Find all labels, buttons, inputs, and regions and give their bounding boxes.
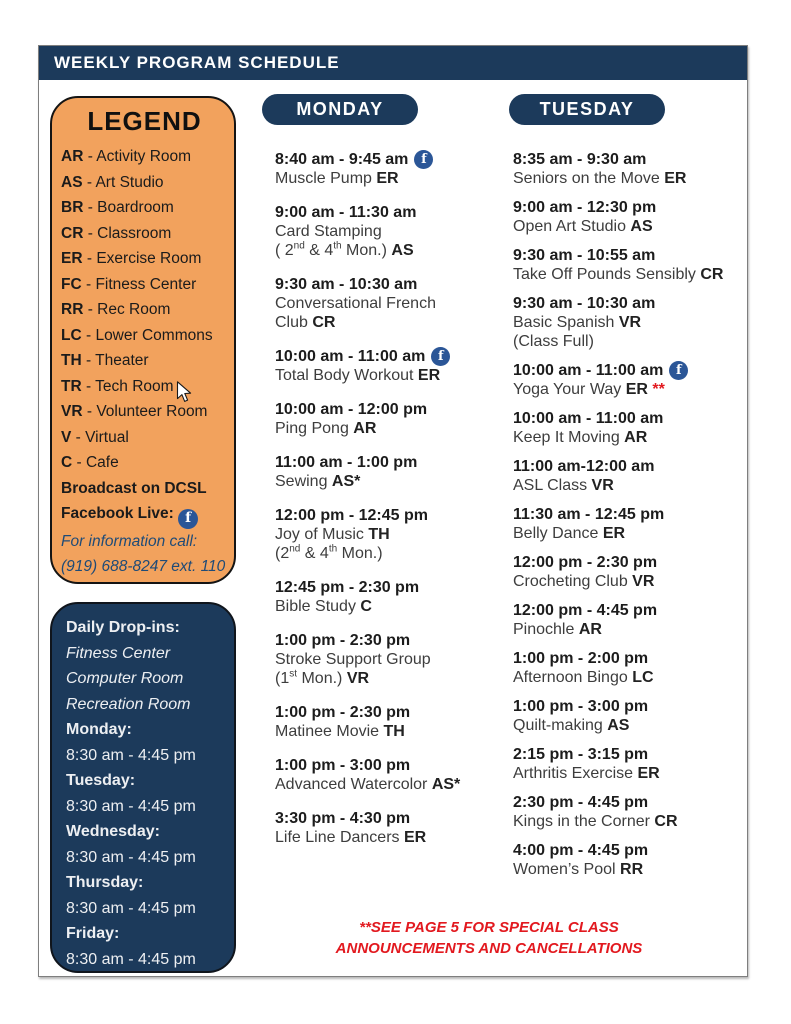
legend-item (61, 425, 228, 451)
event-time-row (275, 400, 507, 419)
monday-header-pill (262, 94, 418, 125)
schedule-event (513, 150, 753, 188)
schedule-event (275, 809, 507, 847)
event-location-code: ER (664, 170, 687, 187)
event-time: 12:00 pm - 12:45 pm (275, 506, 428, 524)
event-text: Muscle Pump (275, 170, 377, 187)
event-location-code: TH (383, 723, 405, 740)
event-text: Open Art Studio (513, 218, 631, 235)
event-name-line (275, 169, 507, 188)
event-location-code: LC (632, 669, 654, 686)
event-time-row (513, 361, 753, 380)
legend-item (61, 170, 228, 196)
legend-item (61, 195, 228, 221)
event-text: Mon.) (297, 670, 347, 687)
event-location-code: VR (618, 314, 642, 331)
legend-abbr: CR (61, 224, 84, 242)
legend-item (61, 221, 228, 247)
schedule-event (513, 841, 753, 879)
event-text: Advanced Watercolor (275, 776, 432, 793)
event-text: Card Stamping (275, 223, 382, 240)
dropin-hours: 8:30 am - 4:45 pm (66, 797, 196, 815)
dropin-day: Tuesday: (66, 772, 136, 789)
event-text: Ping Pong (275, 420, 354, 437)
legend-item (61, 246, 228, 272)
event-text: Afternoon Bingo (513, 669, 633, 686)
legend-info-line1: For information call: (61, 532, 198, 550)
event-name-line (275, 775, 507, 794)
schedule-event (275, 400, 507, 438)
event-text: & 4 (304, 242, 334, 259)
legend-item (61, 374, 228, 400)
legend-item (61, 399, 228, 425)
event-time-row (513, 745, 753, 764)
event-name-line (513, 332, 753, 351)
event-text: ASL Class (513, 477, 592, 494)
event-location-code: ER (376, 170, 399, 187)
legend-item (61, 272, 228, 298)
schedule-event (513, 361, 753, 399)
event-name-line (513, 860, 753, 879)
event-time: 9:30 am - 10:55 am (513, 246, 656, 264)
event-text: Mon.) (341, 242, 392, 259)
legend-room-name: - Rec Room (83, 301, 171, 318)
event-location-code: ER (637, 765, 660, 782)
event-location-code: CR (312, 314, 336, 331)
event-location-code: ER (625, 381, 648, 398)
event-time: 8:35 am - 9:30 am (513, 150, 647, 168)
legend-abbr: ER (61, 250, 83, 267)
event-time: 12:00 pm - 2:30 pm (513, 553, 658, 571)
event-time: 12:45 pm - 2:30 pm (275, 578, 420, 596)
event-location-code: AR (353, 420, 377, 437)
legend-room-name: - Boardroom (83, 199, 174, 216)
schedule-event (513, 745, 753, 783)
legend-abbr: VR (61, 403, 83, 420)
schedule-event (275, 203, 507, 260)
event-text: th (328, 543, 338, 555)
legend-room-name: - Volunteer Room (82, 403, 208, 420)
legend-room-name: - Art Studio (82, 173, 164, 191)
event-text: Quilt-making (513, 717, 608, 734)
event-name-line (513, 217, 753, 236)
schedule-event (275, 756, 507, 794)
legend-room-name: - Exercise Room (82, 250, 202, 267)
dropin-hours: 8:30 am - 4:45 pm (66, 950, 196, 968)
event-time: 1:00 pm - 2:30 pm (275, 703, 411, 721)
dropins-title: Daily Drop-ins: (66, 619, 180, 636)
event-time-row (275, 506, 507, 525)
event-location-code: ER (602, 525, 626, 542)
event-time-row (513, 409, 753, 428)
dropin-day: Thursday: (66, 874, 144, 891)
event-name-line (513, 620, 753, 639)
event-name-line (275, 241, 507, 260)
event-location-code: AS (391, 242, 414, 259)
event-time-row (275, 453, 507, 472)
event-time: 2:30 pm - 4:45 pm (513, 793, 649, 811)
event-time-row (513, 553, 753, 572)
legend-abbr: FC (61, 275, 82, 293)
legend-abbr: TR (61, 377, 82, 395)
event-time-row (513, 198, 753, 217)
schedule-event (513, 793, 753, 831)
legend-list (61, 144, 228, 476)
event-time: 9:30 am - 10:30 am (513, 294, 656, 312)
event-name-line (275, 525, 507, 544)
mouse-cursor-icon (176, 381, 194, 403)
event-location-code: AS (630, 218, 653, 235)
facebook-icon: f (431, 347, 450, 366)
event-text: Belly Dance (513, 525, 603, 542)
event-time-row (513, 457, 753, 476)
schedule-event (275, 506, 507, 563)
event-location-code: CR (700, 266, 724, 283)
legend-broadcast-line: Broadcast on DCSL (61, 479, 207, 497)
event-time: 11:00 am - 1:00 pm (275, 453, 418, 471)
event-text: Seniors on the Move (513, 170, 665, 187)
event-name-line (275, 544, 507, 563)
event-name-line (513, 716, 753, 735)
event-time: 9:00 am - 12:30 pm (513, 198, 657, 216)
event-text: Yoga Your Way (513, 381, 626, 398)
tuesday-title: TUESDAY (539, 99, 635, 119)
event-time: 10:00 am - 12:00 pm (275, 400, 428, 418)
event-time-row (275, 150, 507, 169)
event-name-line (513, 764, 753, 783)
schedule-event (513, 198, 753, 236)
event-name-line (275, 419, 507, 438)
event-location-code: AS* (331, 473, 361, 490)
schedule-event (275, 453, 507, 491)
event-text: Total Body Workout (275, 367, 418, 384)
schedule-event (513, 553, 753, 591)
event-time: 10:00 am - 11:00 am (513, 409, 664, 427)
event-name-line (513, 668, 753, 687)
event-text: Bible Study (275, 598, 361, 615)
schedule-event (513, 246, 753, 284)
event-time: 1:00 pm - 2:00 pm (513, 649, 649, 667)
dropins-rooms (66, 641, 230, 718)
legend-room-name: - Classroom (83, 224, 172, 242)
event-location-code: CR (654, 813, 678, 830)
legend-abbr: BR (61, 199, 84, 216)
event-name-line (513, 428, 753, 447)
event-time: 1:00 pm - 3:00 pm (513, 697, 649, 715)
schedule-page (38, 45, 748, 977)
legend-room-name: - Fitness Center (81, 275, 197, 293)
legend-room-name: - Tech Room (81, 377, 174, 395)
event-location-code: TH (368, 526, 390, 543)
event-name-line (513, 169, 753, 188)
event-name-line (275, 828, 507, 847)
legend-abbr: AR (61, 148, 84, 165)
event-time: 9:30 am - 10:30 am (275, 275, 418, 293)
event-time-row (513, 793, 753, 812)
dropin-day: Monday: (66, 721, 132, 738)
legend-room-name: - Theater (81, 352, 149, 369)
event-text: Pinochle (513, 621, 579, 638)
legend-info-line2: (919) 688-8247 ext. 110 (61, 558, 226, 576)
schedule-event (513, 601, 753, 639)
dropins-days (66, 717, 230, 972)
event-name-line (513, 476, 753, 495)
schedule-event (513, 457, 753, 495)
dropin-day: Wednesday: (66, 823, 160, 840)
event-time-row (275, 347, 507, 366)
event-time: 9:00 am - 11:30 am (275, 203, 417, 221)
event-name-line (275, 669, 507, 688)
event-location-code: C (360, 598, 372, 615)
schedule-event (513, 505, 753, 543)
event-time: 2:15 pm - 3:15 pm (513, 745, 649, 763)
event-name-line (513, 265, 753, 284)
legend-abbr: RR (61, 301, 84, 318)
monday-title: MONDAY (296, 99, 384, 119)
event-time-row (513, 841, 753, 860)
event-text: Stroke Support Group (275, 651, 431, 668)
dropin-room: Recreation Room (66, 695, 191, 713)
event-location-code: AS (607, 717, 630, 734)
schedule-event (275, 347, 507, 385)
legend-abbr: V (61, 428, 72, 446)
schedule-event (513, 409, 753, 447)
legend-abbr: LC (61, 326, 82, 344)
legend-room-name: - Cafe (72, 454, 119, 471)
footnote-line1: **SEE PAGE 5 FOR SPECIAL CLASS (359, 919, 619, 936)
facebook-live-label: Facebook Live: (61, 505, 174, 522)
event-time: 10:00 am - 11:00 am (513, 361, 664, 379)
event-text: ( 2 (275, 242, 294, 259)
event-time: 3:30 pm - 4:30 pm (275, 809, 411, 827)
event-text: Mon.) (337, 545, 383, 562)
legend-room-name: - Lower Commons (81, 326, 213, 344)
legend-box (50, 96, 236, 584)
event-time-row (275, 703, 507, 722)
event-text: Keep It Moving (513, 429, 625, 446)
schedule-event (275, 150, 507, 188)
event-time-row (513, 294, 753, 313)
dropin-room: Fitness Center (66, 644, 171, 662)
dropin-room: Computer Room (66, 670, 184, 687)
facebook-icon: f (178, 509, 198, 529)
dropin-day: Friday: (66, 925, 120, 942)
event-name-line (275, 472, 507, 491)
event-text: st (289, 668, 298, 680)
event-text: nd (293, 240, 305, 252)
event-text: th (333, 240, 342, 252)
schedule-event (513, 649, 753, 687)
event-text: Women’s Pool (513, 861, 621, 878)
event-text: Life Line Dancers (275, 829, 404, 846)
legend-item (61, 144, 228, 170)
event-text: (2 (275, 545, 290, 562)
event-text: Sewing (275, 473, 332, 490)
event-time-row (275, 578, 507, 597)
legend-abbr: C (61, 454, 73, 471)
header-bar (39, 46, 747, 80)
event-text: Kings in the Corner (513, 813, 655, 830)
event-location-code: VR (346, 670, 370, 687)
event-name-line (275, 597, 507, 616)
legend-item (61, 450, 228, 476)
event-location-code: AR (624, 429, 648, 446)
event-location-code: VR (632, 573, 655, 590)
event-name-line (275, 650, 507, 669)
schedule-event (275, 275, 507, 332)
event-text: Crocheting Club (513, 573, 633, 590)
event-time: 10:00 am - 11:00 am (275, 347, 426, 365)
schedule-event (275, 703, 507, 741)
event-time-row (275, 631, 507, 650)
legend-title: LEGEND (87, 106, 202, 136)
event-name-line (513, 572, 753, 591)
facebook-icon: f (414, 150, 433, 169)
monday-events (275, 150, 507, 862)
tuesday-events (513, 150, 753, 889)
legend-abbr: TH (61, 352, 82, 369)
schedule-event (513, 697, 753, 735)
legend-item (61, 297, 228, 323)
event-name-line (513, 380, 753, 399)
event-location-code: AS* (431, 776, 461, 793)
event-name-line (513, 812, 753, 831)
event-time: 12:00 pm - 4:45 pm (513, 601, 658, 619)
event-text: Basic Spanish (513, 314, 619, 331)
event-time: 4:00 pm - 4:45 pm (513, 841, 649, 859)
event-location-code: VR (591, 477, 614, 494)
event-text: Arthritis Exercise (513, 765, 638, 782)
event-text: Joy of Music (275, 526, 369, 543)
event-location-code: ER (403, 829, 427, 846)
event-time: 1:00 pm - 2:30 pm (275, 631, 411, 649)
event-time-row (513, 505, 753, 524)
schedule-event (275, 631, 507, 688)
event-name-line (513, 313, 753, 332)
event-time-row (513, 246, 753, 265)
event-time-row (275, 275, 507, 294)
event-text: ** (652, 381, 665, 398)
event-text: (Class Full) (513, 333, 594, 350)
event-name-line (275, 313, 507, 332)
event-text: Club (275, 314, 313, 331)
legend-item (61, 348, 228, 374)
schedule-event (513, 294, 753, 351)
daily-dropins-box (50, 602, 236, 973)
schedule-event (275, 578, 507, 616)
tuesday-header-pill (509, 94, 665, 125)
event-name-line (513, 524, 753, 543)
event-text: & 4 (300, 545, 329, 562)
event-location-code: AR (578, 621, 602, 638)
legend-room-name: - Virtual (71, 428, 129, 446)
event-location-code: ER (417, 367, 441, 384)
dropin-hours: 8:30 am - 4:45 pm (66, 848, 196, 866)
event-name-line (275, 294, 507, 313)
event-text: Matinee Movie (275, 723, 384, 740)
event-time-row (275, 809, 507, 828)
event-text: Take Off Pounds Sensibly (513, 266, 701, 283)
legend-room-name: - Activity Room (83, 148, 192, 165)
event-location-code: RR (620, 861, 644, 878)
footnote-line2: ANNOUNCEMENTS AND CANCELLATIONS (335, 940, 643, 957)
event-time-row (275, 756, 507, 775)
event-time: 11:00 am-12:00 am (513, 457, 655, 475)
legend-item (61, 323, 228, 349)
event-time: 11:30 am - 12:45 pm (513, 505, 665, 523)
event-text: nd (289, 543, 301, 555)
dropin-hours: 8:30 am - 4:45 pm (66, 899, 196, 917)
event-time-row (513, 150, 753, 169)
event-time: 1:00 pm - 3:00 pm (275, 756, 411, 774)
event-time: 8:40 am - 9:45 am (275, 150, 409, 168)
event-time-row (275, 203, 507, 222)
legend-abbr: AS (61, 173, 83, 191)
legend-facebook-line (61, 501, 228, 529)
event-time-row (513, 649, 753, 668)
page-title: WEEKLY PROGRAM SCHEDULE (54, 53, 340, 72)
event-name-line (275, 366, 507, 385)
event-name-line (275, 222, 507, 241)
special-class-footnote (229, 917, 749, 959)
event-text: Conversational French (275, 295, 436, 312)
event-text: (1 (275, 670, 290, 687)
event-time-row (513, 697, 753, 716)
facebook-icon: f (669, 361, 688, 380)
event-time-row (513, 601, 753, 620)
event-name-line (275, 722, 507, 741)
dropin-hours: 8:30 am - 4:45 pm (66, 746, 196, 764)
